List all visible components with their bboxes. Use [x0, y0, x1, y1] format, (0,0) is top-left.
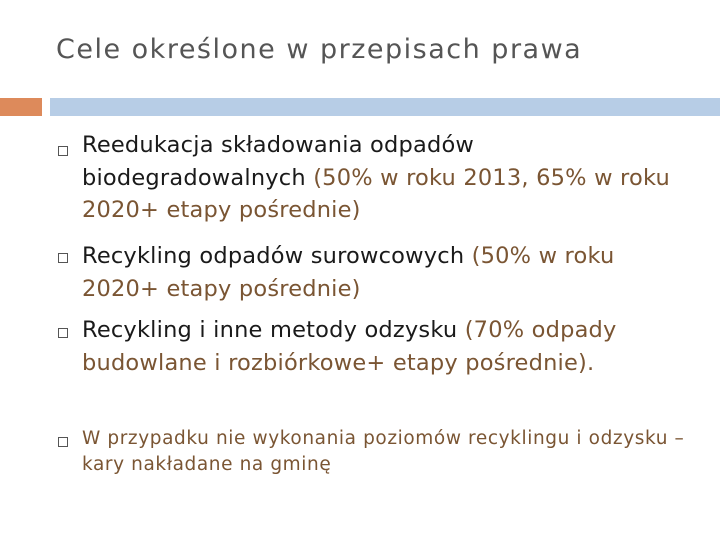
square-bullet-icon: [58, 437, 68, 447]
square-bullet-icon: [58, 253, 68, 263]
bullet-detail-text: W przypadku nie wykonania poziomów recyklingu i odzysku – kary nakładane na gminę: [82, 428, 685, 475]
bullet-detail-text: (70% odpady budowlane i rozbiórkowe+ etapy pośrednie).: [82, 317, 617, 376]
bullet-main-text: Reedukacja składowania odpadów biodegradowalnych: [82, 132, 475, 191]
bullet-detail-text: (50% w roku 2020+ etapy pośrednie): [82, 243, 615, 302]
bullet-main-text: Recykling i inne metody odzysku: [82, 317, 465, 343]
bullet-main-text: Recykling odpadów surowcowych: [82, 243, 472, 269]
square-bullet-icon: [58, 146, 68, 156]
title-rule-accent: [0, 98, 42, 116]
title-rule-bar: [50, 98, 720, 116]
bullet-detail-text: (50% w roku 2013, 65% w roku 2020+ etapy pośrednie): [82, 164, 670, 223]
slide-title: Cele określone w przepisach prawa: [56, 34, 583, 65]
square-bullet-icon: [58, 328, 68, 338]
